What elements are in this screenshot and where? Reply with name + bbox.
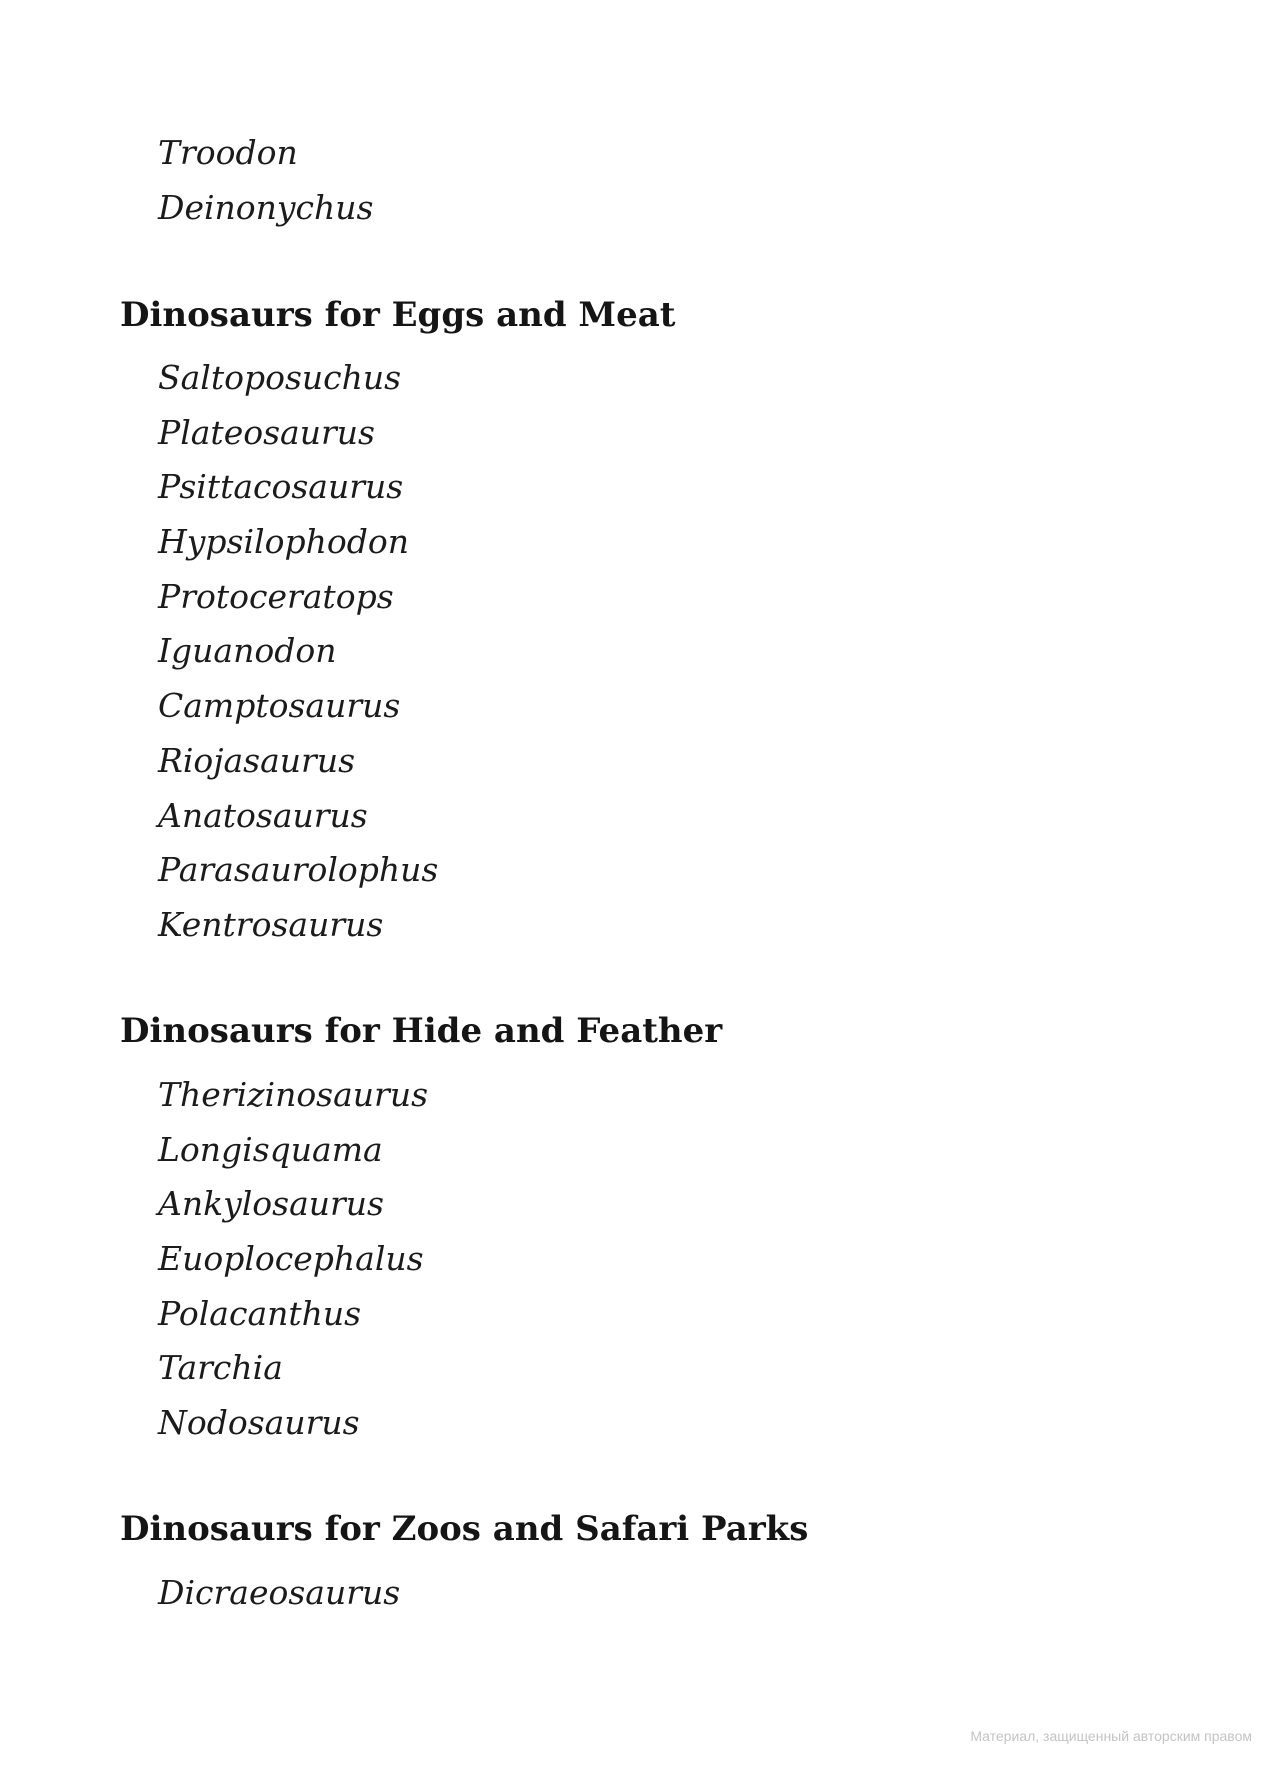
species-item: Polacanthus [158,1294,362,1333]
species-item: Kentrosaurus [158,905,384,944]
species-item: Dicraeosaurus [158,1573,401,1612]
species-item: Euoplocephalus [158,1239,424,1278]
species-item: Protoceratops [158,577,394,616]
section-heading-hide-and-feather: Dinosaurs for Hide and Feather [120,1011,723,1051]
species-item: Deinonychus [158,188,374,227]
species-item: Troodon [158,133,298,172]
species-item: Tarchia [158,1348,283,1387]
species-item: Psittacosaurus [158,467,404,506]
species-item: Iguanodon [158,631,337,670]
section-heading-zoos-and-safari-parks: Dinosaurs for Zoos and Safari Parks [120,1509,809,1549]
species-item: Ankylosaurus [158,1184,384,1223]
section-heading-eggs-and-meat: Dinosaurs for Eggs and Meat [120,295,676,335]
copyright-watermark: Материал, защищенный авторским правом [970,1728,1252,1744]
species-item: Plateosaurus [158,413,375,452]
species-item: Nodosaurus [158,1403,360,1442]
species-item: Anatosaurus [158,796,368,835]
species-item: Therizinosaurus [158,1075,429,1114]
species-item: Hypsilophodon [158,522,409,561]
species-item: Longisquama [158,1130,383,1169]
species-item: Saltoposuchus [158,358,402,397]
species-item: Riojasaurus [158,741,356,780]
species-item: Parasaurolophus [158,850,439,889]
species-item: Camptosaurus [158,686,401,725]
